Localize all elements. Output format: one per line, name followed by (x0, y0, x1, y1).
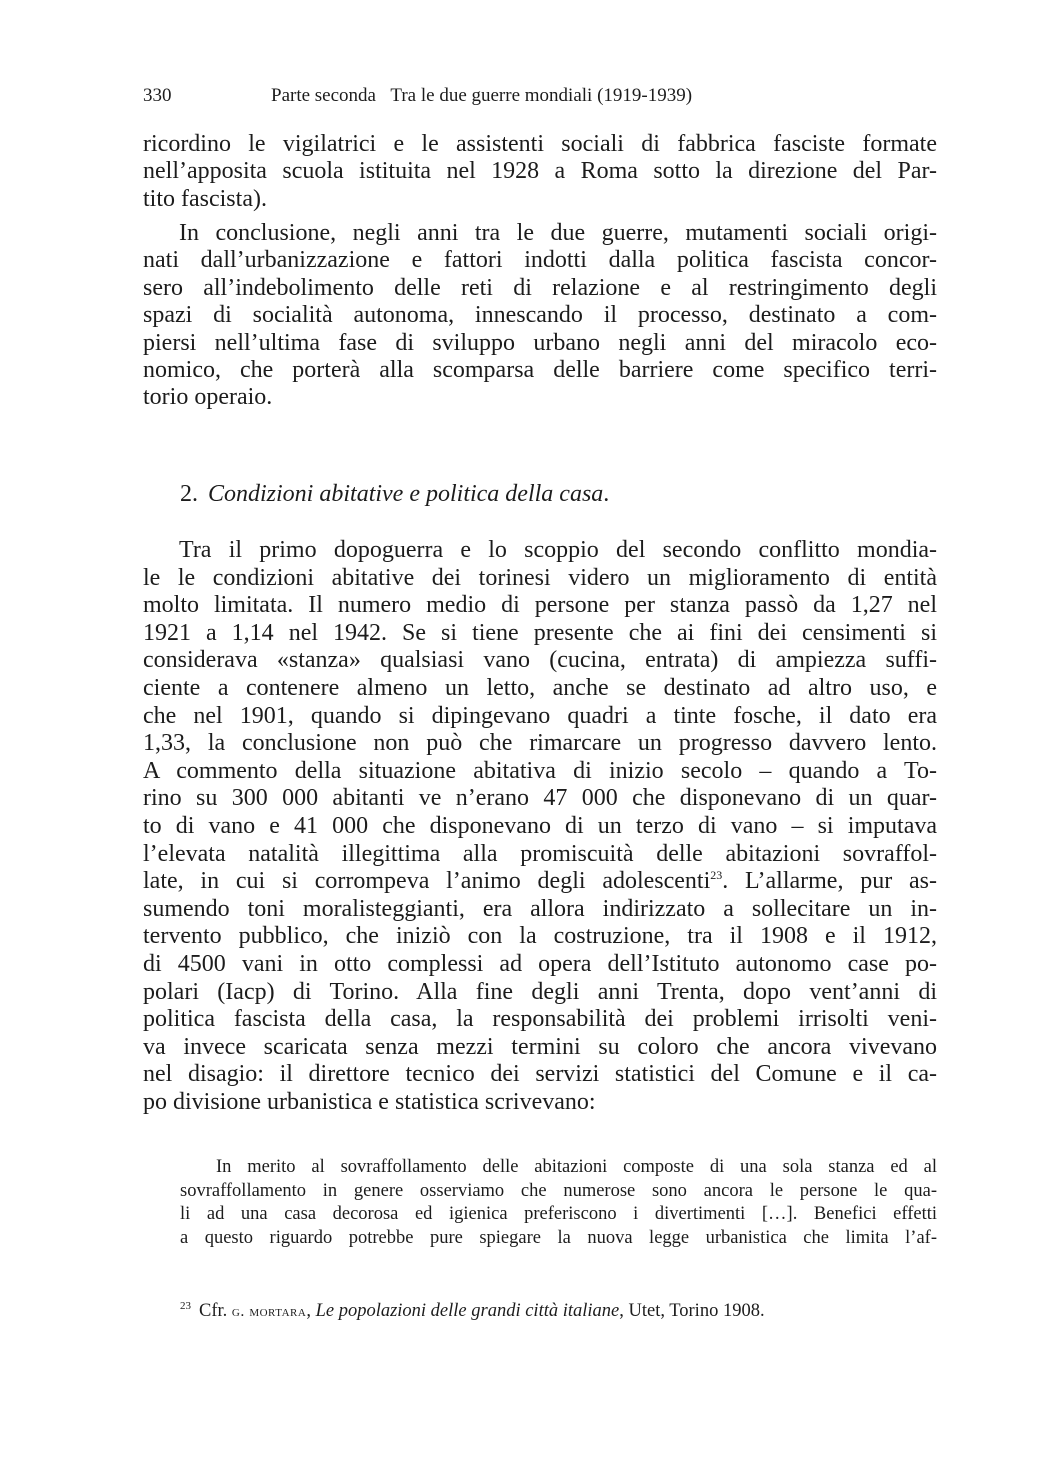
section-number: 2. (180, 481, 198, 507)
footnote-mark: 23 (180, 1300, 191, 1312)
text-line: polari (Iacp) di Torino. Alla fine degli anni Trenta, dopo vent’anni di (143, 978, 937, 1005)
block-quote (180, 1156, 937, 1250)
text-line: di 4500 vani in otto complessi ad opera dell’Istituto autonomo case po- (143, 950, 937, 977)
section-title: Condizioni abitative e politica della casa (208, 481, 604, 507)
quote-line: li ad una casa decorosa ed igienica preferiscono i divertimenti […]. Benefici effetti (180, 1204, 937, 1225)
footnote-rest: , Utet, Torino 1908. (619, 1301, 765, 1322)
running-header (143, 84, 943, 108)
section-period: . (603, 481, 610, 507)
text-line: po divisione urbanistica e statistica scrivevano: (143, 1088, 596, 1115)
paragraph-conclusion (143, 220, 937, 412)
text-line: 1921 a 1,14 nel 1942. Se si tiene presente che ai fini dei censimenti si (143, 619, 937, 646)
text-line: Tra il primo dopoguerra e lo scoppio del secondo conflitto mondia- (179, 537, 937, 563)
text-line: A commento della situazione abitativa di inizio secolo – quando a To- (143, 757, 937, 784)
paragraph-housing (143, 537, 937, 1116)
text-line: politica fascista della casa, la responsabilità dei problemi irrisolti veni- (143, 1006, 937, 1033)
text-line: l’elevata natalità illegittima alla promiscuità delle abitazioni sovraffol- (143, 840, 937, 867)
text-line: In conclusione, negli anni tra le due guerre, mutamenti sociali origi- (179, 220, 937, 246)
text-line: rino su 300 000 abitanti ve n’erano 47 000 che disponevano di un quar- (143, 785, 937, 812)
text-line: nel disagio: il direttore tecnico dei servizi statistici del Comune e il ca- (143, 1061, 937, 1088)
text-line: ciente a contenere almeno un letto, anche se destinato ad altro uso, e (143, 674, 937, 701)
text-line: nell’apposita scuola istituita nel 1928 a Roma sotto la direzione del Par- (143, 158, 937, 185)
text-line: spazi di socialità autonoma, innescando il processo, destinato a com- (143, 302, 937, 329)
quote-line: a questo riguardo potrebbe pure spiegare la nuova legge urbanistica che limita l’af- (180, 1227, 937, 1248)
text-line: molto limitata. Il numero medio di persone per stanza passò da 1,27 nel (143, 592, 937, 619)
text-line: 1,33, la conclusione non può che rimarcare un progresso davvero lento. (143, 730, 937, 757)
part-title: Tra le due guerre mondiali (1919-1939) (390, 85, 693, 106)
footnote-prefix: Cfr. (199, 1301, 228, 1322)
quote-line: In merito al sovraffollamento delle abitazioni composte di una sola stanza ed al (216, 1157, 937, 1177)
text-line: ricordino le vigilatrici e le assistenti sociali di fabbrica fasciste formate (143, 131, 937, 157)
section-heading (180, 480, 609, 508)
text-line: sumendo toni moralisteggianti, era allora indirizzato a sollecitare un in- (143, 895, 937, 922)
text-line: considerava «stanza» qualsiasi vano (cucina, entrata) di ampiezza suffi- (143, 647, 937, 674)
text-line: torio operaio. (143, 384, 273, 411)
paragraph-continued (143, 131, 937, 213)
text-line: che nel 1901, quando si dipingevano quadri a tinte fosche, il dato era (143, 702, 937, 729)
footnote-ref[interactable]: 23 (710, 868, 723, 883)
text-segment: . L’allarme, pur as- (722, 868, 937, 895)
text-line: to di vano e 41 000 che disponevano di un terzo di vano – si imputava (143, 812, 937, 839)
text-line: va invece scaricata senza mezzi termini su coloro che ancora vivevano (143, 1033, 937, 1060)
text-line-with-note (143, 868, 937, 896)
text-line: tito fascista). (143, 185, 267, 212)
text-line: le le condizioni abitative dei torinesi videro un miglioramento di entità (143, 564, 937, 591)
text-line: nati dall’urbanizzazione e fattori indotti dalla politica fascista concor- (143, 247, 937, 274)
quote-line: sovraffollamento in genere osserviamo che numerose sono ancora le persone le qua- (180, 1180, 937, 1201)
text-line: sero all’indebolimento delle reti di relazione e al restringimento degli (143, 274, 937, 301)
text-line: tervento pubblico, che iniziò con la costruzione, tra il 1908 e il 1912, (143, 923, 937, 950)
text-line: piersi nell’ultima fase di sviluppo urbano negli anni del miracolo eco- (143, 329, 937, 356)
footnote: $^{23}$ Cfr. g. mortara, Le popolazioni delle grandi città italiane, Utet, Torino 1908. (180, 1300, 765, 1322)
page-number: 330 (143, 85, 172, 106)
footnote-title: Le popolazioni delle grandi città italiane (315, 1301, 620, 1322)
part-label: Parte seconda (271, 85, 376, 106)
footnote-author: g. mortara (231, 1303, 307, 1321)
text-segment: late, in cui si corrompeva l’animo degli adolescenti (143, 868, 711, 895)
text-line: nomico, che porterà alla scomparsa delle barriere come specifico terri- (143, 356, 937, 383)
